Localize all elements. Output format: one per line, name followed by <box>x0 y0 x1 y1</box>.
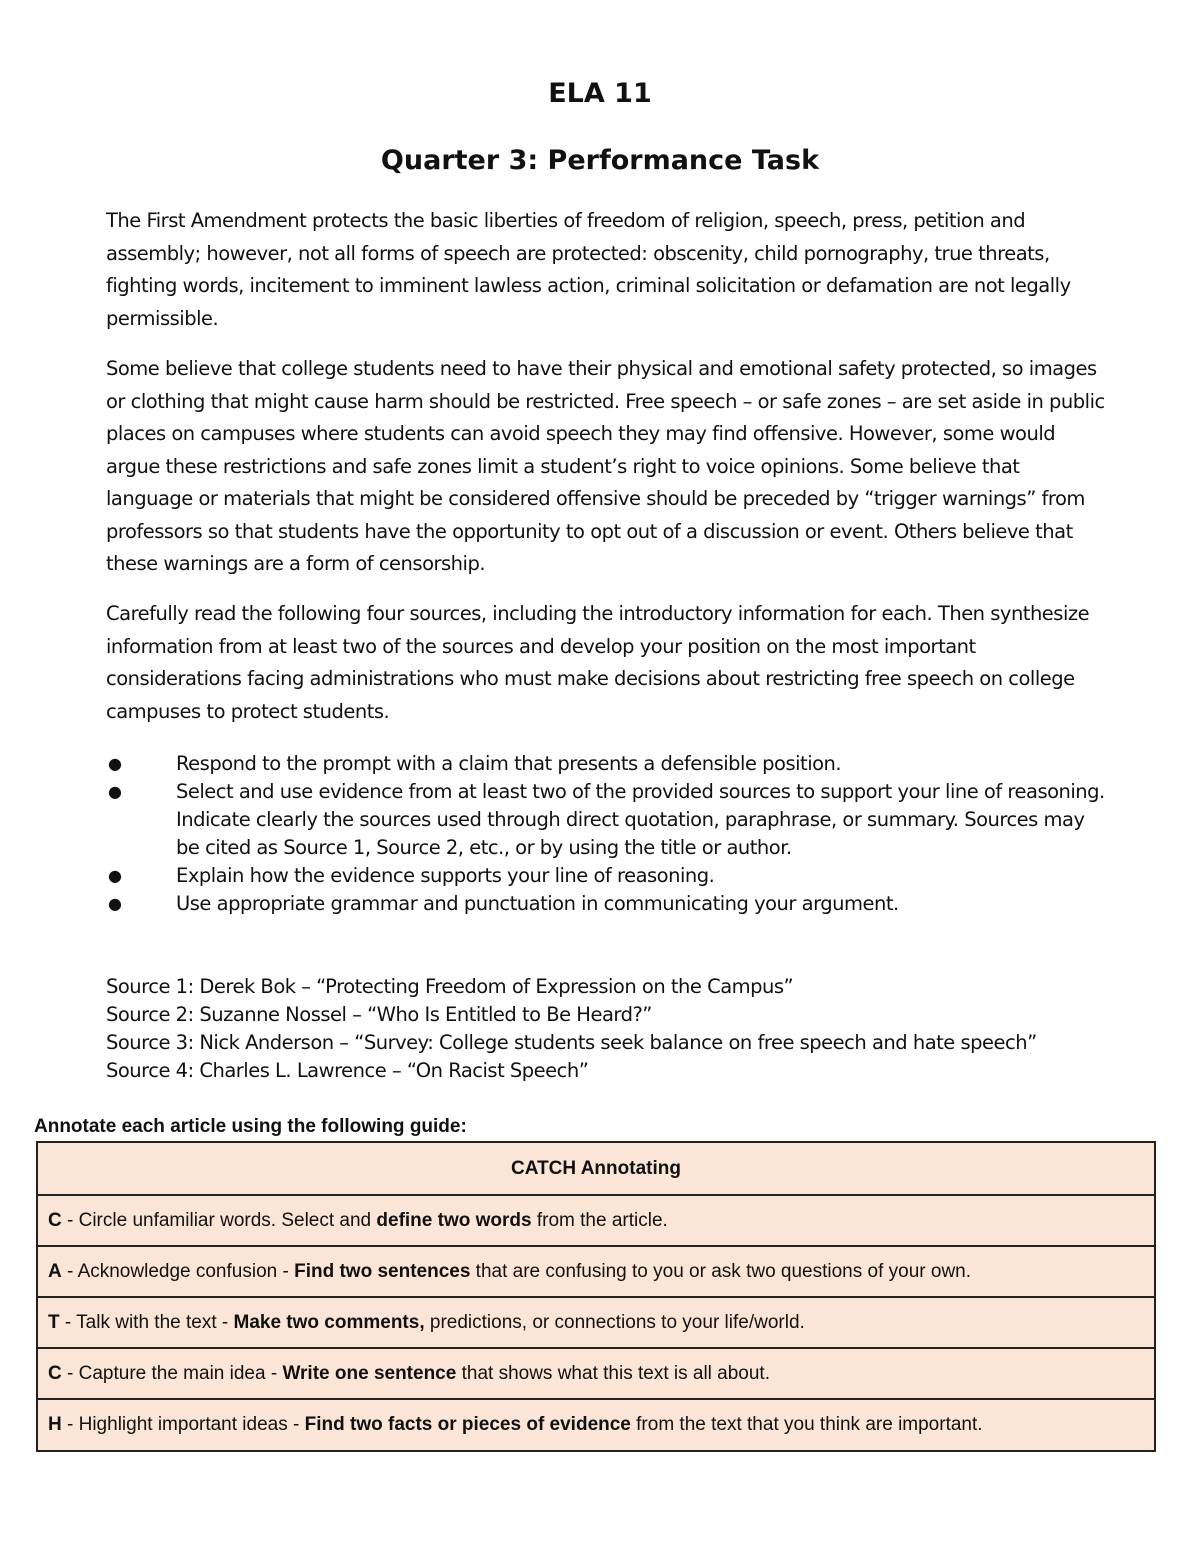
source-item-2: Source 2: Suzanne Nossel – “Who Is Entitled to Be Heard?” <box>106 1003 652 1026</box>
row-text-pre: - Highlight important ideas - <box>61 1414 305 1435</box>
bullet-icon: ● <box>108 894 122 913</box>
row-text-bold: Make two comments, <box>233 1311 425 1333</box>
row-text-post: predictions, or connections to your life/world. <box>424 1311 805 1333</box>
intro-paragraph-first-amendment: The First Amendment protects the basic liberties of freedom of religion, speech, press, petition and assembly; however, not all forms of speech are protected: obscenity, child pornography, true threats, fighting words, incitement to imminent lawless action, criminal solicitation or defamation are not legally permissible. <box>106 209 1071 330</box>
table-row <box>37 1348 1155 1399</box>
source-item-1: Source 1: Derek Bok – “Protecting Freedom of Expression on the Campus” <box>106 975 794 998</box>
row-text-post: from the text that you think are important. <box>630 1414 983 1435</box>
task-bullet-list <box>106 750 1106 918</box>
intro-paragraph-safety: Some believe that college students need to have their physical and emotional safety protected, so images or clothing that might cause harm should be restricted. Free speech – or safe zones – are set aside in public places on campuses where students can avoid speech they may find offensive. However, some would argue these restrictions and safe zones limit a student’s right to voice opinions. Some believe that language or materials that might be considered offensive should be preceded by “trigger warnings” from professors so that students have the opportunity to opt out of a discussion or event. Others believe that these warnings are a form of censorship. <box>106 357 1105 575</box>
bullet-text: Use appropriate grammar and punctuation in communicating your argument. <box>176 892 899 915</box>
row-letter: H <box>48 1414 62 1435</box>
document-subtitle: Quarter 3: Performance Task <box>380 145 820 176</box>
annotation-guide-heading: Annotate each article using the following guide: <box>34 1116 467 1137</box>
row-text-bold: Find two sentences <box>294 1260 471 1282</box>
row-text-pre: - Circle unfamiliar words. Select and <box>61 1209 377 1231</box>
row-text-pre: - Talk with the text - <box>59 1311 234 1333</box>
catch-row-circle <box>37 1195 1155 1246</box>
row-letter: C <box>48 1362 62 1384</box>
list-item <box>106 862 1106 890</box>
table-row <box>37 1246 1155 1297</box>
instructions-paragraph: Carefully read the following four sources, including the introductory information for each. Then synthesize information from at least two of the sources and develop your position on the most important considerations facing administrations who must make decisions about restricting free speech on college campuses to protect students. <box>106 602 1090 723</box>
row-text-post: from the article. <box>531 1209 668 1231</box>
row-letter: T <box>48 1311 60 1333</box>
catch-row-talk <box>37 1297 1155 1348</box>
row-text-post: that are confusing to you or ask two questions of your own. <box>470 1260 972 1282</box>
bullet-icon: ● <box>108 754 122 773</box>
catch-table-header: CATCH Annotating <box>37 1142 1155 1195</box>
bullet-text: Select and use evidence from at least two of the provided sources to support your line of reasoning. Indicate clearly the sources used through direct quotation, paraphrase, or summary. Sources may be cited as Source 1, Source 2, etc., or by using the title or author. <box>176 780 1105 859</box>
row-text-bold: Write one sentence <box>282 1362 457 1384</box>
source-item-4: Source 4: Charles L. Lawrence – “On Racist Speech” <box>106 1059 589 1082</box>
row-text-bold: define two words <box>376 1209 532 1231</box>
row-text-post: that shows what this text is all about. <box>456 1362 770 1384</box>
document-title: ELA 11 <box>548 78 652 109</box>
source-list <box>106 973 1156 1085</box>
bullet-icon: ● <box>108 782 122 801</box>
table-row <box>37 1399 1155 1451</box>
source-item-3: Source 3: Nick Anderson – “Survey: College students seek balance on free speech and hate speech” <box>106 1031 1037 1054</box>
catch-annotating-table <box>36 1141 1156 1452</box>
catch-row-capture <box>37 1348 1155 1399</box>
catch-row-acknowledge <box>37 1246 1155 1297</box>
table-row <box>37 1195 1155 1246</box>
list-item <box>106 778 1106 862</box>
bullet-icon: ● <box>108 866 122 885</box>
list-item <box>106 890 1106 918</box>
row-letter: A <box>48 1260 62 1282</box>
row-text-bold: Find two facts or pieces of evidence <box>304 1414 631 1435</box>
row-text-pre: - Capture the main idea - <box>61 1362 283 1384</box>
bullet-text: Respond to the prompt with a claim that presents a defensible position. <box>176 752 842 775</box>
list-item <box>106 750 1106 778</box>
catch-row-highlight <box>37 1399 1155 1451</box>
row-text-pre: - Acknowledge confusion - <box>61 1260 295 1282</box>
bullet-text: Explain how the evidence supports your line of reasoning. <box>176 864 715 887</box>
row-letter: C <box>48 1209 62 1231</box>
table-row <box>37 1297 1155 1348</box>
